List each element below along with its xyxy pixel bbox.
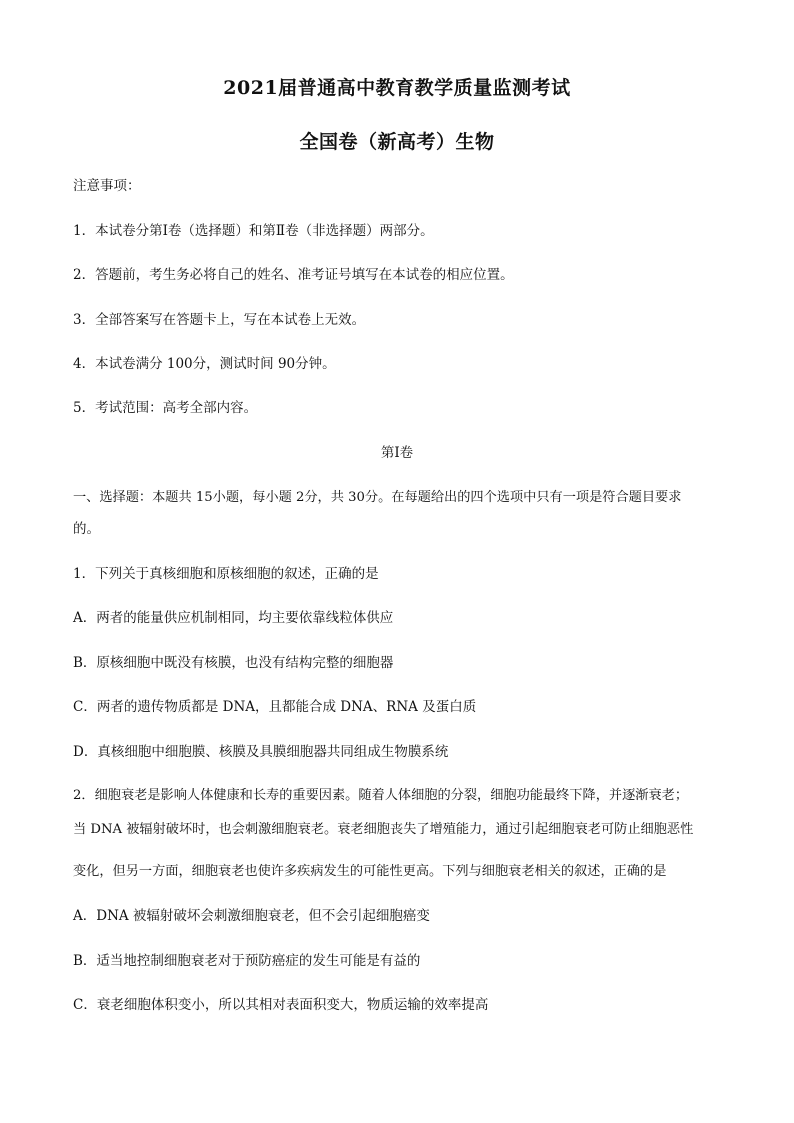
notice-item: 2．答题前，考生务必将自己的姓名、准考证号填写在本试卷的相应位置。 — [73, 267, 514, 283]
question-1-option-d: D．真核细胞中细胞膜、核膜及具膜细胞器共同组成生物膜系统 — [73, 744, 449, 760]
question-1-option-b: B．原核细胞中既没有核膜，也没有结构完整的细胞器 — [73, 655, 394, 671]
question-1-option-a: A．两者的能量供应机制相同，均主要依靠线粒体供应 — [73, 610, 394, 626]
question-2-option-b: B．适当地控制细胞衰老对于预防癌症的发生可能是有益的 — [73, 953, 421, 969]
exam-title: 2021届普通高中教育教学质量监测考试 — [223, 77, 571, 99]
question-2-stem-line2: 当 DNA 被辐射破坏时，也会刺激细胞衰老。衰老细胞丧失了增殖能力，通过引起细胞衰老可防止细胞恶性 — [73, 822, 694, 837]
section-intro: 一、选择题：本题共 15小题，每小题 2分，共 30分。在每题给出的四个选项中只有一项是符合题目要求 — [73, 490, 682, 505]
section-title: 第Ⅰ卷 — [380, 445, 414, 461]
question-1-stem: 1．下列关于真核细胞和原核细胞的叙述，正确的是 — [73, 566, 379, 582]
notice-item: 5．考试范围：高考全部内容。 — [73, 400, 258, 416]
notice-item: 3．全部答案写在答题卡上，写在本试卷上无效。 — [73, 312, 366, 328]
exam-subtitle: 全国卷（新高考）生物 — [299, 131, 495, 153]
notice-item: 4．本试卷满分 100分，测试时间 90分钟。 — [73, 356, 336, 372]
question-2-stem-line1: 2．细胞衰老是影响人体健康和长寿的重要因素。随着人体细胞的分裂，细胞功能最终下降，并逐渐衰老； — [73, 788, 689, 803]
question-1-option-c: C．两者的遗传物质都是 DNA，且都能合成 DNA、RNA 及蛋白质 — [73, 699, 477, 715]
question-2-option-a: A．DNA 被辐射破坏会刺激细胞衰老，但不会引起细胞癌变 — [73, 908, 430, 924]
section-intro-cont: 的。 — [73, 521, 100, 537]
question-2-option-c: C．衰老细胞体积变小，所以其相对表面积变大，物质运输的效率提高 — [73, 997, 489, 1013]
notice-item: 1．本试卷分第Ⅰ卷（选择题）和第Ⅱ卷（非选择题）两部分。 — [73, 223, 434, 239]
question-2-stem-line3: 变化，但另一方面，细胞衰老也使许多疾病发生的可能性更高。下列与细胞衰老相关的叙述，正确的是 — [73, 864, 667, 879]
notice-heading: 注意事项： — [73, 178, 141, 194]
